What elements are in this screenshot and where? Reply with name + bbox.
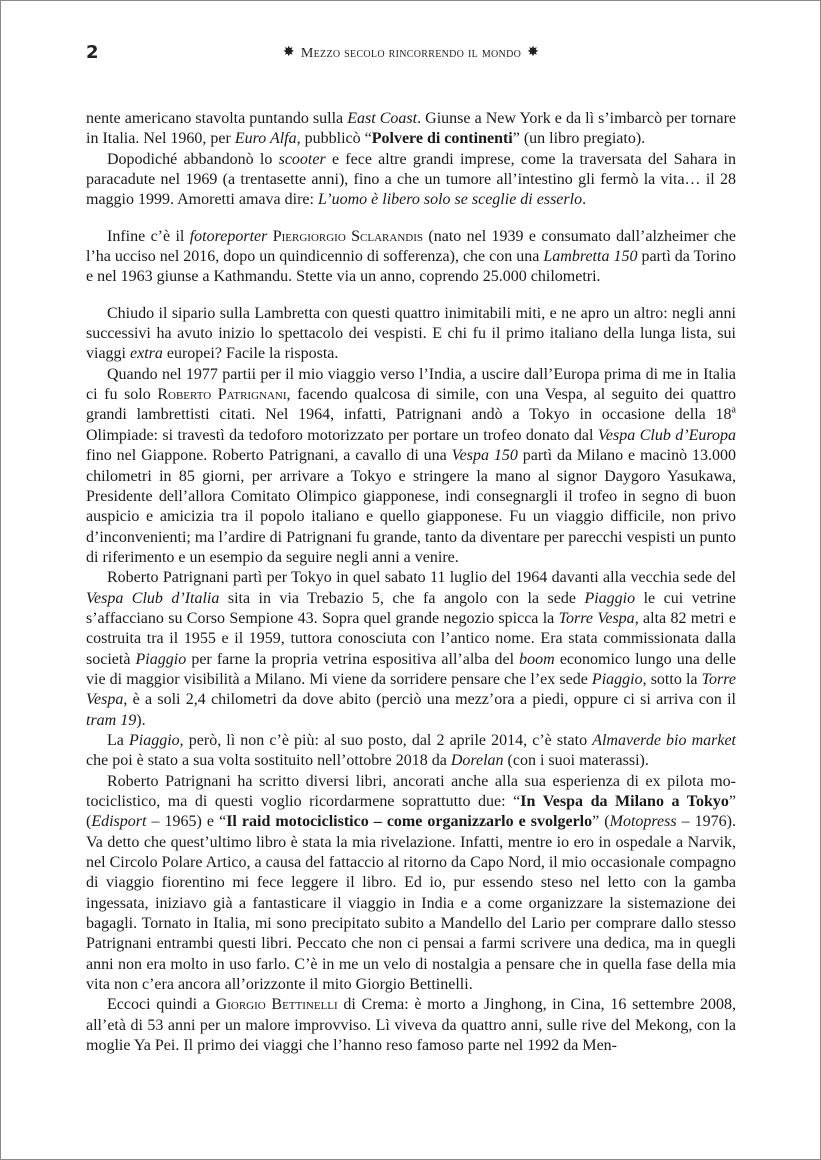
text-run: di Crema: è morto a Jinghong, in Cina, 16 settembre 2008, all’età di 53 anni per un malore improvviso. Lì viveva da quattro anni, sulle rive del Mekong, con la moglie Ya Pei. Il primo dei viaggi che l’hanno reso famoso parte nel 1992 da Men- <box>86 996 737 1055</box>
emphasis: Piaggio <box>128 731 180 749</box>
emphasis: L’uomo è libero solo se sceglie di esserlo <box>317 191 583 209</box>
text-run: Eccoci quindi a <box>107 996 216 1014</box>
paragraph <box>86 227 736 288</box>
text-run: partì da Torino e nel 1963 giunse a Kathmandu. Stette via un anno, coprendo 25.000 chilometri. <box>86 248 737 286</box>
star-ornament-icon: ✸ <box>527 45 540 60</box>
emphasis: Torre Vespa <box>558 609 635 627</box>
text-run: , alta 82 metri e costruita tra il 1955 e il 1959, tuttora conosciuta con l’antico nome. Era stata commissionata dalla società <box>86 609 736 668</box>
emphasis: East Coast <box>347 110 418 127</box>
book-title: Il raid motociclistico – come organizzarlo e svolgerlo <box>226 813 593 831</box>
text-run: Roberto Patrignani ha scritto diversi libri, ancorati anche alla sua esperienza di ex pilota motociclistico, ma di questi voglio ricordarmene soprattutto due: “ <box>86 772 736 810</box>
text-run: – 1965) e “ <box>146 813 227 831</box>
person-name: Piergiorgio Sclarandis <box>272 227 424 245</box>
text-run: europei? Facile la risposta. <box>162 345 339 363</box>
emphasis: fotoreporter <box>189 227 268 245</box>
emphasis: Lambretta 150 <box>543 248 638 266</box>
emphasis: Motopress <box>609 813 677 831</box>
paragraph <box>86 365 736 568</box>
text-run: , pubblicò “ <box>296 130 372 148</box>
text-run: , però, lì non c’è più: al suo posto, dal 2 aprile 2014, c’è stato <box>179 731 593 749</box>
emphasis: Almaverde bio market <box>592 731 737 749</box>
text-run: per farne la propria vetrina espositiva all’alba del <box>186 650 520 668</box>
emphasis: boom <box>519 650 555 668</box>
paragraph <box>86 109 736 150</box>
text-run: Chiudo il sipario sulla Lambretta con questi quattro inimitabili miti, e ne apro un altro: negli anni successivi ha avuto inizio lo spettacolo dei vespisti. E chi fu il primo italiano della lunga lista, sui viaggi <box>86 304 736 363</box>
emphasis: Vespa Club d’Italia <box>86 589 220 607</box>
paragraph <box>86 568 736 731</box>
running-title-initial: M <box>300 46 314 61</box>
text-run: (nato nel 1939 e consumato dall’alzheimer che l’ha ucciso nel 2016, dopo un quindicennio di sofferenza), che con una <box>86 227 737 266</box>
text-run: (con i suoi materassi). <box>503 752 649 770</box>
book-title: Polvere di continenti <box>371 130 513 148</box>
text-run: Roberto Patrignani partì per Tokyo in quel sabato 11 luglio del 1964 davanti alla vecchia sede del <box>107 569 736 587</box>
person-name: Roberto Patrignani <box>157 386 287 404</box>
emphasis: Torre Vespa <box>86 670 736 709</box>
text-run: ” (un libro pregiato). <box>512 130 646 148</box>
text-run: , sotto la <box>642 670 702 688</box>
text-run: sita in via Trebazio 5, che fa angolo con la sede <box>219 589 585 607</box>
text-run: fino nel Giappone. Roberto Patrignani, a cavallo di una <box>86 447 452 465</box>
emphasis: Piaggio <box>135 650 187 668</box>
emphasis: Dorelan <box>450 752 504 770</box>
paragraph <box>86 995 736 1056</box>
text-run: partì da Milano e macinò 13.000 chilometri in 85 giorni, per arrivare a Tokyo e stringere la mano al signor Daygoro Yasukawa, Presidente dell’allora Comitato Olimpico giapponese, indi consegnargli il trofeo in segno di buon auspicio e amicizia tra il popolo italiano e quello giapponese. Fu un viaggio difficile, non privo d’inconvenienti; ma l’ardire di Patrignani fu grande, tanto da diventare per parecchi vespisti un punto di riferimento e un esempio da seguire negli anni a venire. <box>86 447 736 566</box>
text-run: Infine c’è il <box>107 227 190 245</box>
text-run: e fece altre grandi imprese, come la traversata del Sahara in paracadute nel 1969 (a trentasette anni), fino a che un tumore all’intestino gli fermò la vita… il 28 maggio 1999. Amoretti amava dire: <box>86 150 736 209</box>
text-run: ” ( <box>86 793 737 831</box>
text-run: che poi è stato a sua volta sostituito nell’ottobre 2018 da <box>86 752 451 770</box>
text-run: . Giunse a New York e da lì s’imbarcò per tornare in Italia. Nel 1960, per <box>86 110 736 148</box>
text-run: Olimpiade: si travestì da tedoforo motorizzato per portare un trofeo donato dal <box>86 426 598 444</box>
text-run: La <box>107 731 129 749</box>
text-run: le cui vetrine s’affacciano su Corso Sempione 43. Sopra quel grande negozio spicca la <box>86 589 737 627</box>
emphasis: extra <box>130 345 163 363</box>
text-run: economico lungo una delle vie di maggior visibilità a Milano. Mi viene da sorridere pensare che l’ex sede <box>86 650 736 688</box>
paragraph <box>86 731 736 772</box>
book-title: In Vespa da Milano a Tokyo <box>520 793 729 810</box>
emphasis: scooter <box>278 150 326 168</box>
page-number: 2 <box>86 42 99 63</box>
text-run: . <box>582 191 587 209</box>
emphasis: Piaggio <box>584 589 636 607</box>
text-run: ). <box>136 711 146 729</box>
body-text <box>86 109 736 1056</box>
paragraph <box>86 772 736 996</box>
text-run: a <box>731 405 736 417</box>
running-header <box>86 42 736 66</box>
text-run: – 1976). Va detto che quest’ultimo libro è stata la mia rivelazione. Infatti, mentre io ero in ospedale a Narvik, nel Circolo Polare Artico, a causa del fattaccio al ritorno da Capo Nord, il mio occasionale compagno di viaggio fiorentino mi fece leggere il libro. Ed io, pur essendo steso nel letto con la gamba ingessata, iniziavo già a fantasticare il viaggio in India e a come organizzare la sistemazione dei bagagli. Tornato in Italia, mi sono precipitato subito a Mandello del Lario per comprare dallo stesso Patrignani entrambi questi libri. Peccato che non ci pensai a farmi scrivere una dedica, ma in quegli anni non era molto in uso farlo. C’è in me un velo di nostalgia a pensare che in quella fase della mia vita non c’era ancora all’orizzonte il mito Giorgio Bettinelli. <box>86 813 737 994</box>
emphasis: Euro Alfa <box>234 130 297 148</box>
emphasis: Vespa Club d’Europa <box>597 426 737 444</box>
person-name: Giorgio Bettinelli <box>215 996 338 1014</box>
running-title-rest: ezzo secolo rincorrendo il mondo <box>313 46 522 61</box>
text-run: ” ( <box>592 813 610 831</box>
emphasis: Edisport <box>91 813 147 831</box>
text-run: , facendo qualcosa di simile, con una Vespa, al seguito dei quattro grandi lambrettisti citati. Nel 1964, infatti, Patrignani andò a Tokyo in occasione della 18 <box>86 386 737 424</box>
emphasis: tram 19 <box>86 711 137 729</box>
paragraph <box>86 304 736 365</box>
running-title <box>86 45 736 62</box>
text-run: nente americano stavolta puntando sulla <box>86 110 348 127</box>
emphasis: Vespa 150 <box>451 447 518 465</box>
text-run: Dopodiché abbandonò lo <box>107 150 279 168</box>
paragraph <box>86 150 736 211</box>
text-run: Quando nel 1977 partii per il mio viaggio verso l’India, a uscire dall’Europa prima di me in Italia ci fu solo <box>86 365 736 404</box>
star-ornament-icon: ✸ <box>282 45 295 60</box>
text-run: , è a soli 2,4 chilometri da dove abito (perciò una mezz’ora a piedi, oppure ci si arriva con il <box>123 691 736 709</box>
emphasis: Piaggio <box>591 670 643 688</box>
